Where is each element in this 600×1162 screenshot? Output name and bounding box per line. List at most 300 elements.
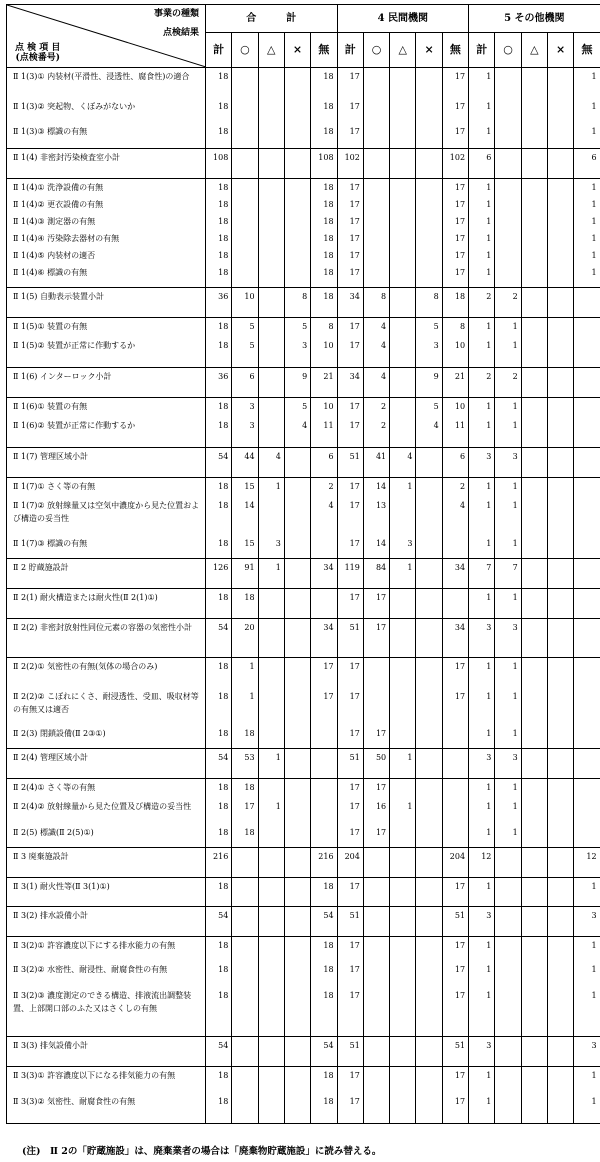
value-cell: [258, 559, 284, 589]
value: 17: [349, 482, 360, 491]
value: 3: [249, 421, 255, 430]
value: 18: [218, 251, 229, 260]
value-cell: [547, 907, 573, 937]
value: 18: [218, 482, 229, 491]
value: [443, 781, 465, 800]
value-cell: [469, 318, 495, 368]
value: [364, 266, 386, 285]
item-label: Ⅱ 3 廃棄施設計: [13, 852, 69, 861]
value: 126: [213, 563, 229, 572]
value: 17: [454, 882, 466, 891]
value: 20: [244, 623, 255, 632]
value: 17: [244, 802, 255, 811]
value: 7: [512, 563, 518, 572]
value: [285, 181, 307, 198]
value: [416, 266, 438, 285]
value: 1: [486, 692, 492, 701]
value: 18: [323, 991, 334, 1000]
value: [495, 880, 517, 904]
value: 10: [323, 341, 334, 350]
value: [416, 909, 438, 934]
value: [443, 727, 465, 746]
value: 1: [407, 753, 413, 762]
value-cell: [442, 848, 468, 878]
value: 1: [512, 692, 518, 701]
value: 51: [454, 911, 466, 920]
value-cell: [495, 368, 521, 398]
value-cell: [574, 368, 600, 398]
value: [259, 370, 281, 395]
value: [285, 232, 307, 249]
value: [522, 181, 544, 198]
column-header: ○: [232, 32, 258, 67]
column-header: 計: [469, 32, 495, 67]
item-label: Ⅱ 1(4)① 洗浄設備の有無: [13, 183, 104, 192]
value-cell: [390, 658, 416, 749]
value: 17: [349, 692, 360, 701]
value: 16: [375, 802, 387, 811]
value-cell: [469, 478, 495, 559]
value: 2: [328, 482, 334, 491]
value: 18: [323, 882, 334, 891]
value-cell: [416, 478, 442, 559]
value: [495, 266, 517, 285]
value-cell: [284, 779, 310, 848]
value-cell: [284, 149, 310, 179]
value: 3: [486, 623, 492, 632]
value: [574, 450, 596, 475]
value: [232, 1039, 254, 1064]
value: [522, 1039, 544, 1064]
value-cell: [442, 478, 468, 559]
item-label: Ⅱ 3(2)② 水密性、耐浸性、耐腐食性の有無: [13, 965, 168, 974]
value-cell: [232, 658, 258, 749]
value: 1: [486, 251, 492, 260]
corner-header-cell: [7, 5, 206, 68]
value: [522, 215, 544, 232]
value: 51: [454, 1041, 466, 1050]
value-cell: [337, 448, 363, 478]
value: [416, 690, 438, 727]
value: 18: [218, 183, 229, 192]
value-cell: [469, 179, 495, 288]
value: 17: [375, 783, 387, 792]
value-cell: [547, 658, 573, 749]
group-header-other: 5 その他機関: [469, 5, 600, 33]
item-label-cell: [7, 749, 206, 779]
value-cell: [232, 288, 258, 318]
value: [416, 880, 438, 904]
value: [522, 909, 544, 934]
column-header: 計: [206, 32, 232, 67]
value: 1: [486, 501, 492, 510]
value: [259, 499, 281, 537]
value-cell: [547, 478, 573, 559]
value: [285, 1039, 307, 1064]
table-section: [7, 368, 600, 398]
value-cell: [258, 478, 284, 559]
value: 4: [381, 341, 387, 350]
value-cell: [390, 779, 416, 848]
value-cell: [258, 907, 284, 937]
value-cell: [311, 478, 337, 559]
value-cell: [574, 619, 600, 658]
value-cell: [363, 179, 389, 288]
value: 1: [512, 402, 518, 411]
value: 51: [349, 623, 360, 632]
value-cell: [469, 1067, 495, 1124]
value: [390, 232, 412, 249]
value-cell: [469, 398, 495, 448]
column-header: 計: [337, 32, 363, 67]
item-label: Ⅱ 1(6)② 装置が正常に作動するか: [13, 421, 136, 430]
value: 102: [344, 153, 360, 162]
value-cell: [258, 288, 284, 318]
value-cell: [574, 149, 600, 179]
value: [548, 232, 570, 249]
value: [416, 963, 438, 989]
value: 18: [218, 941, 229, 950]
value: [285, 450, 307, 475]
value: [522, 963, 544, 989]
value: [548, 400, 570, 419]
value-cell: [258, 619, 284, 658]
value: [548, 70, 570, 100]
value: [311, 727, 333, 746]
value: 2: [486, 292, 492, 301]
value: [390, 70, 412, 100]
item-label: Ⅱ 3(3) 排気設備小計: [13, 1041, 88, 1050]
value: [285, 800, 307, 826]
item-label-cell: [7, 288, 206, 318]
value: [416, 561, 438, 586]
value: [416, 151, 438, 176]
value: [390, 880, 412, 904]
value: 18: [218, 828, 229, 837]
value: [574, 480, 596, 499]
value-cell: [416, 619, 442, 658]
value: [443, 537, 465, 556]
value: [522, 70, 544, 100]
item-label-cell: [7, 1067, 206, 1124]
value: 51: [349, 753, 360, 762]
value: [232, 880, 254, 904]
value-cell: [337, 749, 363, 779]
value: [522, 450, 544, 475]
value: [285, 198, 307, 215]
item-label: Ⅱ 1(6)① 装置の有無: [13, 402, 88, 411]
value: 18: [218, 421, 229, 430]
value-cell: [206, 318, 232, 368]
value-cell: [284, 907, 310, 937]
column-header: △: [390, 32, 416, 67]
value: [390, 181, 412, 198]
value: [495, 125, 517, 146]
value: 5: [249, 322, 255, 331]
value-cell: [258, 749, 284, 779]
value: [522, 419, 544, 445]
inspection-results-table: [6, 4, 600, 1124]
item-label: Ⅱ 3(3)② 気密性、耐腐食性の有無: [13, 1097, 136, 1106]
value-cell: [206, 368, 232, 398]
value: [364, 880, 386, 904]
value-cell: [547, 398, 573, 448]
value: 3: [591, 911, 597, 920]
value: 17: [349, 268, 360, 277]
value-cell: [574, 658, 600, 749]
value-cell: [416, 368, 442, 398]
value: [416, 1095, 438, 1121]
value-cell: [521, 749, 547, 779]
value: [390, 621, 412, 655]
value: 12: [586, 852, 597, 861]
value: [259, 621, 281, 655]
value-cell: [416, 448, 442, 478]
value: [285, 660, 307, 690]
value: 2: [512, 372, 518, 381]
value-cell: [521, 779, 547, 848]
value-cell: [232, 318, 258, 368]
value: [364, 181, 386, 198]
value-cell: [337, 149, 363, 179]
value: 9: [433, 372, 439, 381]
item-label: Ⅱ 3(2) 排水設備小計: [13, 911, 88, 920]
value: 2: [459, 482, 466, 491]
value-cell: [416, 398, 442, 448]
value: [495, 909, 517, 934]
value: 1: [275, 563, 281, 572]
value: [548, 826, 570, 845]
value-cell: [469, 937, 495, 1037]
value: [390, 1095, 412, 1121]
value: [443, 751, 465, 776]
value: [232, 100, 254, 125]
value: 17: [454, 692, 466, 701]
value-cell: [574, 288, 600, 318]
value: [574, 370, 596, 395]
value: 1: [512, 322, 518, 331]
value-cell: [363, 1067, 389, 1124]
value: 17: [349, 802, 360, 811]
value-cell: [284, 448, 310, 478]
value: 17: [349, 421, 360, 430]
value: 54: [218, 452, 229, 461]
item-label-cell: [7, 589, 206, 619]
value: [495, 939, 517, 963]
value-cell: [521, 318, 547, 368]
column-header: 無: [311, 32, 337, 67]
value-cell: [495, 658, 521, 749]
value: [390, 290, 412, 315]
value: [259, 727, 281, 746]
value: [548, 690, 570, 727]
value: 1: [486, 593, 492, 602]
value-cell: [495, 478, 521, 559]
value: [364, 198, 386, 215]
value-cell: [284, 318, 310, 368]
value: [390, 1039, 412, 1064]
value-cell: [258, 448, 284, 478]
value-cell: [574, 589, 600, 619]
value: [495, 1039, 517, 1064]
value-cell: [521, 658, 547, 749]
value: 18: [244, 729, 255, 738]
value-cell: [469, 448, 495, 478]
value: 17: [375, 623, 387, 632]
value: [390, 963, 412, 989]
value-cell: [442, 149, 468, 179]
value: [364, 909, 386, 934]
value: 18: [218, 783, 229, 792]
value-cell: [547, 749, 573, 779]
value-cell: [390, 1037, 416, 1067]
value: 18: [218, 102, 229, 111]
value: [390, 100, 412, 125]
value: [522, 727, 544, 746]
value: 54: [218, 1041, 229, 1050]
value-cell: [206, 559, 232, 589]
value-cell: [284, 749, 310, 779]
value-cell: [206, 68, 232, 149]
value: 17: [454, 102, 466, 111]
value: [232, 215, 254, 232]
value: [285, 989, 307, 1034]
value-cell: [547, 288, 573, 318]
value: 17: [349, 127, 360, 136]
value: 18: [218, 72, 229, 81]
value: [548, 1095, 570, 1121]
value-cell: [284, 878, 310, 907]
value: [522, 621, 544, 655]
value-cell: [495, 589, 521, 619]
value-cell: [521, 368, 547, 398]
item-label: Ⅱ 1(4)④ 汚染除去器材の有無: [13, 234, 120, 243]
item-label: Ⅱ 3(2)① 許容濃度以下にする排水能力の有無: [13, 941, 176, 950]
value-cell: [363, 398, 389, 448]
value: [364, 1069, 386, 1095]
value-cell: [363, 68, 389, 149]
value: 1: [512, 539, 518, 548]
value: 1: [512, 802, 518, 811]
value: [259, 690, 281, 727]
value: [390, 215, 412, 232]
value: [285, 537, 307, 556]
value: 18: [323, 200, 334, 209]
value-cell: [311, 288, 337, 318]
value: 17: [454, 965, 466, 974]
value: 17: [375, 828, 387, 837]
value-cell: [206, 749, 232, 779]
value: 4: [407, 452, 413, 461]
value: 17: [454, 268, 466, 277]
value: 3: [249, 402, 255, 411]
value: [574, 690, 596, 727]
value-cell: [232, 448, 258, 478]
value-cell: [495, 179, 521, 288]
table-section: [7, 179, 600, 288]
value: 1: [486, 828, 492, 837]
value: 36: [218, 372, 229, 381]
value: 17: [454, 991, 466, 1000]
value-cell: [311, 68, 337, 149]
item-label-cell: [7, 1037, 206, 1067]
value-cell: [416, 288, 442, 318]
value: 18: [218, 729, 229, 738]
value: 18: [323, 1097, 334, 1106]
value: 18: [218, 802, 229, 811]
value: 18: [323, 292, 334, 301]
value-cell: [363, 658, 389, 749]
value-cell: [311, 937, 337, 1037]
value-cell: [547, 779, 573, 848]
value: 4: [433, 421, 439, 430]
value-cell: [495, 937, 521, 1037]
value: [285, 70, 307, 100]
column-header: ×: [547, 32, 573, 67]
value-cell: [232, 937, 258, 1037]
value: [495, 963, 517, 989]
value: [311, 800, 333, 826]
value: 108: [318, 153, 334, 162]
value: [364, 125, 386, 146]
value-cell: [390, 368, 416, 398]
value-cell: [442, 589, 468, 619]
value: 18: [218, 127, 229, 136]
item-label: Ⅱ 1(4)⑤ 内装材の適否: [13, 251, 96, 260]
value: [259, 181, 281, 198]
value-cell: [521, 589, 547, 619]
value-cell: [495, 878, 521, 907]
value: 108: [213, 153, 229, 162]
value-cell: [469, 288, 495, 318]
value-cell: [284, 559, 310, 589]
value: 10: [244, 292, 255, 301]
value: [285, 266, 307, 285]
value-cell: [390, 288, 416, 318]
value-cell: [416, 937, 442, 1037]
value-cell: [232, 907, 258, 937]
value: 18: [218, 539, 229, 548]
item-label-cell: [7, 179, 206, 288]
value: 1: [591, 127, 597, 136]
value: 17: [349, 200, 360, 209]
value: 17: [349, 341, 360, 350]
value-cell: [363, 937, 389, 1037]
value: [390, 198, 412, 215]
value: [364, 100, 386, 125]
value-cell: [469, 749, 495, 779]
value-cell: [258, 589, 284, 619]
value: [416, 100, 438, 125]
value-cell: [311, 1067, 337, 1124]
value: 14: [375, 539, 387, 548]
value: 102: [449, 153, 466, 162]
value: 3: [512, 753, 518, 762]
value-cell: [521, 149, 547, 179]
value-cell: [390, 559, 416, 589]
value-cell: [416, 1037, 442, 1067]
value: [285, 727, 307, 746]
value: [548, 660, 570, 690]
value: [259, 850, 281, 875]
value: 84: [375, 563, 387, 572]
value: [522, 1095, 544, 1121]
value-cell: [311, 779, 337, 848]
value: [390, 419, 412, 445]
value: [259, 400, 281, 419]
value-cell: [337, 288, 363, 318]
value: 1: [486, 341, 492, 350]
